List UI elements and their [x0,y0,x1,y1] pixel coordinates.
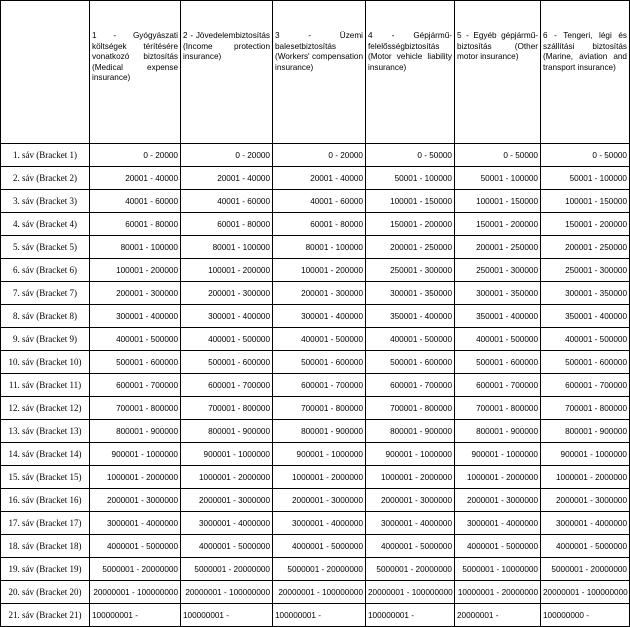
range-cell: 800001 - 900000 [455,420,541,443]
range-cell: 40001 - 60000 [90,190,181,213]
range-cell: 150001 - 200000 [455,213,541,236]
range-cell: 5000001 - 20000000 [90,558,181,581]
bracket-label: 5. sáv (Bracket 5) [1,236,90,259]
table-row [1,581,630,604]
range-cell: 80001 - 100000 [90,236,181,259]
range-cell: 3000001 - 4000000 [181,512,273,535]
range-cell: 200001 - 300000 [273,282,366,305]
bracket-label: 12. sáv (Bracket 12) [1,397,90,420]
range-cell: 0 - 50000 [541,144,630,167]
bracket-label: 7. sáv (Bracket 7) [1,282,90,305]
range-cell: 100000001 - [273,604,366,627]
bracket-label: 3. sáv (Bracket 3) [1,190,90,213]
range-cell: 600001 - 700000 [366,374,455,397]
range-cell: 50001 - 100000 [455,167,541,190]
range-cell: 100001 - 150000 [455,190,541,213]
range-cell: 900001 - 1000000 [455,443,541,466]
range-cell: 100001 - 200000 [181,259,273,282]
table-row [1,282,630,305]
range-cell: 400001 - 500000 [273,328,366,351]
table-row [1,466,630,489]
range-cell: 3000001 - 4000000 [90,512,181,535]
bracket-label: 21. sáv (Bracket 21) [1,604,90,627]
bracket-label: 9. sáv (Bracket 9) [1,328,90,351]
header-corner [1,1,90,144]
table-body [1,144,630,627]
range-cell: 100000001 - [90,604,181,627]
range-cell: 20000001 - 100000000 [90,581,181,604]
table-row [1,374,630,397]
range-cell: 250001 - 300000 [455,259,541,282]
range-cell: 300001 - 400000 [273,305,366,328]
range-cell: 4000001 - 5000000 [541,535,630,558]
range-cell: 300001 - 350000 [455,282,541,305]
range-cell: 20000001 - 100000000 [181,581,273,604]
range-cell: 1000001 - 2000000 [90,466,181,489]
table-row [1,328,630,351]
range-cell: 5000001 - 20000000 [366,558,455,581]
range-cell: 400001 - 500000 [181,328,273,351]
range-cell: 20001 - 40000 [273,167,366,190]
range-cell: 60001 - 80000 [273,213,366,236]
range-cell: 600001 - 700000 [541,374,630,397]
range-cell: 100001 - 200000 [273,259,366,282]
range-cell: 500001 - 600000 [366,351,455,374]
bracket-label: 20. sáv (Bracket 20) [1,581,90,604]
bracket-label: 17. sáv (Bracket 17) [1,512,90,535]
range-cell: 4000001 - 5000000 [181,535,273,558]
range-cell: 500001 - 600000 [181,351,273,374]
column-header-marine-aviation-transport: 6 - Tengeri, légi és szállítási biztosítás (Marine, aviation and transport insurance) [541,1,630,144]
range-cell: 4000001 - 5000000 [273,535,366,558]
range-cell: 500001 - 600000 [273,351,366,374]
range-cell: 3000001 - 4000000 [541,512,630,535]
range-cell: 900001 - 1000000 [181,443,273,466]
range-cell: 350001 - 400000 [541,305,630,328]
range-cell: 500001 - 600000 [455,351,541,374]
range-cell: 3000001 - 4000000 [273,512,366,535]
bracket-label: 8. sáv (Bracket 8) [1,305,90,328]
range-cell: 300001 - 350000 [541,282,630,305]
bracket-label: 13. sáv (Bracket 13) [1,420,90,443]
range-cell: 20000001 - 100000000 [366,581,455,604]
range-cell: 10000001 - 20000000 [455,581,541,604]
range-cell: 600001 - 700000 [90,374,181,397]
range-cell: 80001 - 100000 [273,236,366,259]
table-row [1,420,630,443]
range-cell: 20000001 - [455,604,541,627]
bracket-label: 16. sáv (Bracket 16) [1,489,90,512]
range-cell: 1000001 - 2000000 [366,466,455,489]
range-cell: 800001 - 900000 [273,420,366,443]
bracket-label: 6. sáv (Bracket 6) [1,259,90,282]
bracket-label: 1. sáv (Bracket 1) [1,144,90,167]
range-cell: 100000000 - [541,604,630,627]
range-cell: 40001 - 60000 [273,190,366,213]
range-cell: 100001 - 150000 [541,190,630,213]
range-cell: 100000001 - [181,604,273,627]
range-cell: 1000001 - 2000000 [455,466,541,489]
range-cell: 400001 - 500000 [90,328,181,351]
range-cell: 200001 - 250000 [541,236,630,259]
range-cell: 200001 - 250000 [366,236,455,259]
range-cell: 700001 - 800000 [541,397,630,420]
range-cell: 350001 - 400000 [366,305,455,328]
table-row [1,604,630,627]
range-cell: 700001 - 800000 [181,397,273,420]
range-cell: 0 - 20000 [90,144,181,167]
range-cell: 4000001 - 5000000 [90,535,181,558]
table-row [1,489,630,512]
range-cell: 1000001 - 2000000 [541,466,630,489]
range-cell: 50001 - 100000 [366,167,455,190]
range-cell: 800001 - 900000 [366,420,455,443]
range-cell: 5000001 - 20000000 [541,558,630,581]
range-cell: 3000001 - 4000000 [366,512,455,535]
range-cell: 900001 - 1000000 [541,443,630,466]
range-cell: 300001 - 400000 [90,305,181,328]
range-cell: 800001 - 900000 [90,420,181,443]
range-cell: 1000001 - 2000000 [181,466,273,489]
header-row [1,1,630,144]
range-cell: 250001 - 300000 [366,259,455,282]
range-cell: 700001 - 800000 [366,397,455,420]
column-header-medical-expense: 1 - Gyógyászati költségek térítésére vonatkozó biztosítás (Medical expense insurance) [90,1,181,144]
table-row [1,535,630,558]
bracket-label: 2. sáv (Bracket 2) [1,167,90,190]
range-cell: 1000001 - 2000000 [273,466,366,489]
range-cell: 800001 - 900000 [541,420,630,443]
bracket-label: 18. sáv (Bracket 18) [1,535,90,558]
range-cell: 600001 - 700000 [455,374,541,397]
range-cell: 900001 - 1000000 [273,443,366,466]
range-cell: 300001 - 400000 [181,305,273,328]
range-cell: 100001 - 150000 [366,190,455,213]
range-cell: 500001 - 600000 [90,351,181,374]
range-cell: 3000001 - 4000000 [455,512,541,535]
table-row [1,167,630,190]
range-cell: 0 - 50000 [366,144,455,167]
table-row [1,305,630,328]
range-cell: 200001 - 300000 [90,282,181,305]
bracket-label: 4. sáv (Bracket 4) [1,213,90,236]
range-cell: 20001 - 40000 [181,167,273,190]
range-cell: 150001 - 200000 [541,213,630,236]
column-header-motor-liability: 4 - Gépjármű-felelősségbiztosítás (Motor vehicle liability insurance) [366,1,455,144]
table-row [1,397,630,420]
range-cell: 600001 - 700000 [273,374,366,397]
bracket-label: 14. sáv (Bracket 14) [1,443,90,466]
range-cell: 40001 - 60000 [181,190,273,213]
table-row [1,351,630,374]
table-row [1,558,630,581]
range-cell: 900001 - 1000000 [366,443,455,466]
range-cell: 4000001 - 5000000 [455,535,541,558]
range-cell: 100001 - 200000 [90,259,181,282]
range-cell: 400001 - 500000 [541,328,630,351]
range-cell: 20000001 - 100000000 [273,581,366,604]
table-row [1,443,630,466]
range-cell: 400001 - 500000 [366,328,455,351]
range-cell: 2000001 - 3000000 [541,489,630,512]
range-cell: 250001 - 300000 [541,259,630,282]
column-header-other-motor: 5 - Egyéb gépjármű-biztosítás (Other motor insurance) [455,1,541,144]
bracket-label: 19. sáv (Bracket 19) [1,558,90,581]
range-cell: 20001 - 40000 [90,167,181,190]
range-cell: 5000001 - 20000000 [273,558,366,581]
range-cell: 60001 - 80000 [181,213,273,236]
range-cell: 5000001 - 20000000 [181,558,273,581]
range-cell: 600001 - 700000 [181,374,273,397]
range-cell: 500001 - 600000 [541,351,630,374]
table-row [1,236,630,259]
range-cell: 200001 - 300000 [181,282,273,305]
column-header-workers-compensation: 3 - Üzemi balesetbiztosítás (Workers' compensation insurance) [273,1,366,144]
range-cell: 900001 - 1000000 [90,443,181,466]
table-row [1,512,630,535]
range-cell: 400001 - 500000 [455,328,541,351]
range-cell: 350001 - 400000 [455,305,541,328]
range-cell: 200001 - 250000 [455,236,541,259]
range-cell: 300001 - 350000 [366,282,455,305]
table-row [1,213,630,236]
range-cell: 4000001 - 5000000 [366,535,455,558]
range-cell: 2000001 - 3000000 [273,489,366,512]
range-cell: 50001 - 100000 [541,167,630,190]
range-cell: 100000001 - [366,604,455,627]
range-cell: 700001 - 800000 [90,397,181,420]
column-header-income-protection: 2 - Jövedelembiztosítás (Income protection insurance) [181,1,273,144]
table-row [1,190,630,213]
range-cell: 80001 - 100000 [181,236,273,259]
range-cell: 20000001 - 100000000 [541,581,630,604]
range-cell: 700001 - 800000 [273,397,366,420]
range-cell: 60001 - 80000 [90,213,181,236]
range-cell: 5000001 - 10000000 [455,558,541,581]
range-cell: 2000001 - 3000000 [90,489,181,512]
range-cell: 2000001 - 3000000 [181,489,273,512]
range-cell: 0 - 20000 [273,144,366,167]
bracket-label: 10. sáv (Bracket 10) [1,351,90,374]
range-cell: 2000001 - 3000000 [366,489,455,512]
bracket-label: 11. sáv (Bracket 11) [1,374,90,397]
range-cell: 2000001 - 3000000 [455,489,541,512]
range-cell: 0 - 50000 [455,144,541,167]
range-cell: 150001 - 200000 [366,213,455,236]
range-cell: 800001 - 900000 [181,420,273,443]
table-row [1,259,630,282]
range-cell: 700001 - 800000 [455,397,541,420]
table-row [1,144,630,167]
range-cell: 0 - 20000 [181,144,273,167]
bracket-label: 15. sáv (Bracket 15) [1,466,90,489]
